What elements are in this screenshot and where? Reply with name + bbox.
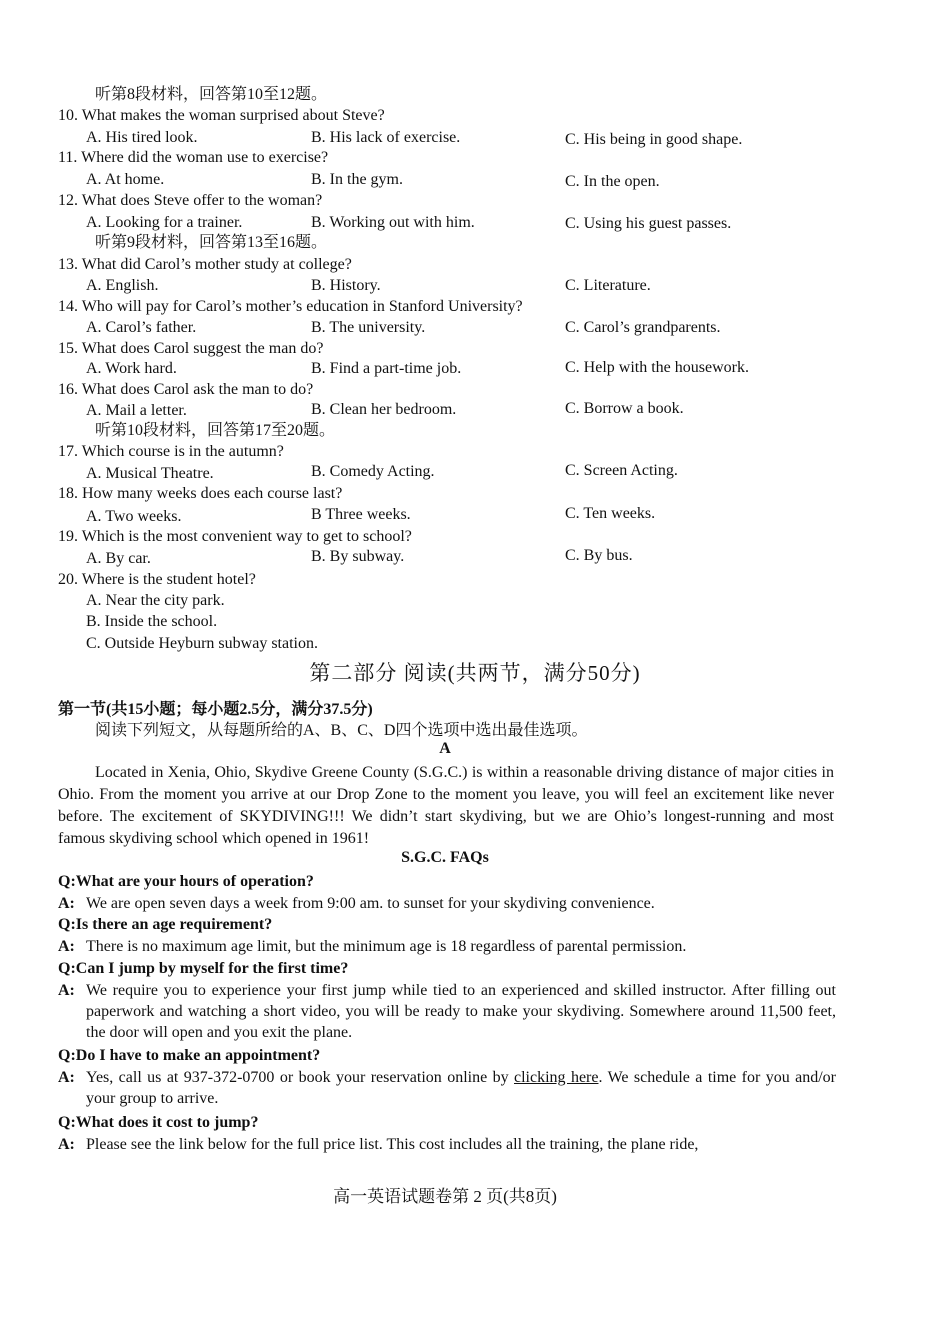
faq-question-text: Is there an age requirement?: [75, 916, 273, 933]
question-11: 11. Where did the woman use to exercise?: [58, 149, 329, 166]
q11-option-b: B. In the gym.: [311, 171, 403, 188]
a-label: A:: [58, 1136, 75, 1153]
q17-option-b: B. Comedy Acting.: [311, 463, 435, 480]
faq-answer-5: [58, 1134, 836, 1155]
faq-answer-3: [58, 980, 836, 1043]
question-16: 16. What does Carol ask the man to do?: [58, 381, 314, 398]
faq-answer-text-part: Yes, call us at 937-372-0700 or book your reservation online by: [86, 1069, 514, 1086]
faq-answer-text: Please see the link below for the full price list. This cost includes all the training, the plane ride,: [86, 1136, 699, 1153]
q10-option-b: B. His lack of exercise.: [311, 129, 461, 146]
question-20: 20. Where is the student hotel?: [58, 571, 256, 588]
q19-option-a: A. By car.: [86, 550, 151, 567]
question-10: 10. What makes the woman surprised about Steve?: [58, 107, 385, 124]
faq-question-4: [58, 1046, 320, 1066]
question-18: 18. How many weeks does each course last?: [58, 485, 343, 502]
a-label: A:: [58, 1069, 75, 1086]
q20-option-c: C. Outside Heyburn subway station.: [86, 635, 318, 652]
passage-text: Located in Xenia, Ohio, Skydive Greene County (S.G.C.) is within a reasonable driving distance of major cities in Ohio. From the moment you arrive at our Drop Zone to the moment you leave, you will feel an excitement like never before. The excitement of SKYDIVING!!! We didn’t start skydiving, but we are Ohio’s longest-running and most famous skydiving school which opened in 1961!: [58, 764, 834, 847]
faq-question-text: Do I have to make an appointment?: [75, 1047, 321, 1064]
q15-option-a: A. Work hard.: [86, 360, 177, 377]
q13-option-c: C. Literature.: [565, 277, 651, 294]
q14-option-a: A. Carol’s father.: [86, 319, 197, 336]
listening-instruction-10: 听第10段材料，回答第17至20题。: [95, 422, 336, 439]
faq-question-3: [58, 959, 348, 979]
q12-option-a: A. Looking for a trainer.: [86, 214, 243, 231]
question-15: 15. What does Carol suggest the man do?: [58, 340, 324, 357]
faq-answer-text-part: . We schedule a time for you and/or your group to arrive.: [86, 1069, 837, 1107]
question-13: 13. What did Carol’s mother study at college?: [58, 256, 352, 273]
q16-option-c: C. Borrow a book.: [565, 400, 684, 417]
q14-option-b: B. The university.: [311, 319, 426, 336]
passage-paragraph: [58, 762, 834, 850]
part-two-title: 第二部分 阅读(共两节，满分50分): [309, 661, 641, 685]
page-footer: 高一英语试题卷第 2 页(共8页): [333, 1187, 557, 1206]
q12-option-b: B. Working out with him.: [311, 214, 475, 231]
reading-instruction: 阅读下列短文，从每题所给的A、B、C、D四个选项中选出最佳选项。: [95, 722, 588, 739]
q14-option-c: C. Carol’s grandparents.: [565, 319, 721, 336]
faq-question-text: Can I jump by myself for the first time?: [75, 960, 349, 977]
a-label: A:: [58, 982, 75, 999]
q12-option-c: C. Using his guest passes.: [565, 215, 732, 232]
faq-question-text: What are your hours of operation?: [75, 873, 314, 890]
clicking-here-link[interactable]: clicking here: [514, 1069, 599, 1086]
faq-answer-2: [58, 936, 836, 957]
q11-option-c: C. In the open.: [565, 173, 660, 190]
faq-question-5: [58, 1113, 258, 1133]
q19-option-c: C. By bus.: [565, 547, 633, 564]
faq-answer-text: We are open seven days a week from 9:00 am. to sunset for your skydiving convenience.: [86, 895, 655, 912]
faq-answer-text: [86, 1067, 836, 1109]
q18-option-c: C. Ten weeks.: [565, 505, 656, 522]
faq-answer-text: We require you to experience your first jump while tied to an experienced and skilled instructor. After filling out paperwork and watching a short video, you will be ready to make your skydiving. Somewhere around 11,500 feet, the door will open and you exit the plane.: [86, 982, 836, 1041]
a-label: A:: [58, 895, 75, 912]
faq-title: S.G.C. FAQs: [401, 849, 489, 866]
q18-option-a: A. Two weeks.: [86, 508, 182, 525]
question-12: 12. What does Steve offer to the woman?: [58, 192, 323, 209]
q16-option-b: B. Clean her bedroom.: [311, 401, 457, 418]
q17-option-a: A. Musical Theatre.: [86, 465, 214, 482]
listening-instruction-8: 听第8段材料，回答第10至12题。: [95, 86, 328, 103]
section-one-heading: 第一节(共15小题；每小题2.5分，满分37.5分): [58, 701, 373, 718]
q15-option-c: C. Help with the housework.: [565, 359, 749, 376]
q-label: Q:: [58, 873, 76, 890]
faq-answer-text: There is no maximum age limit, but the minimum age is 18 regardless of parental permission.: [86, 938, 687, 955]
q17-option-c: C. Screen Acting.: [565, 462, 678, 479]
faq-question-text: What does it cost to jump?: [75, 1114, 259, 1131]
q18-option-b: B Three weeks.: [311, 506, 411, 523]
faq-question-1: [58, 872, 314, 892]
q15-option-b: B. Find a part-time job.: [311, 360, 462, 377]
question-19: 19. Which is the most convenient way to get to school?: [58, 528, 412, 545]
q13-option-a: A. English.: [86, 277, 159, 294]
q-label: Q:: [58, 960, 76, 977]
q16-option-a: A. Mail a letter.: [86, 402, 187, 419]
q20-option-b: B. Inside the school.: [86, 613, 218, 630]
faq-question-2: [58, 915, 272, 935]
a-label: A:: [58, 938, 75, 955]
passage-letter: A: [439, 740, 451, 757]
q10-option-a: A. His tired look.: [86, 129, 198, 146]
question-14: 14. Who will pay for Carol’s mother’s education in Stanford University?: [58, 298, 523, 315]
q10-option-c: C. His being in good shape.: [565, 131, 743, 148]
listening-instruction-9: 听第9段材料，回答第13至16题。: [95, 234, 328, 251]
q11-option-a: A. At home.: [86, 171, 165, 188]
q-label: Q:: [58, 916, 76, 933]
q13-option-b: B. History.: [311, 277, 381, 294]
faq-answer-4: [58, 1067, 836, 1109]
q20-option-a: A. Near the city park.: [86, 592, 225, 609]
q19-option-b: B. By subway.: [311, 548, 405, 565]
q-label: Q:: [58, 1114, 76, 1131]
faq-answer-1: [58, 893, 836, 914]
q-label: Q:: [58, 1047, 76, 1064]
question-17: 17. Which course is in the autumn?: [58, 443, 284, 460]
